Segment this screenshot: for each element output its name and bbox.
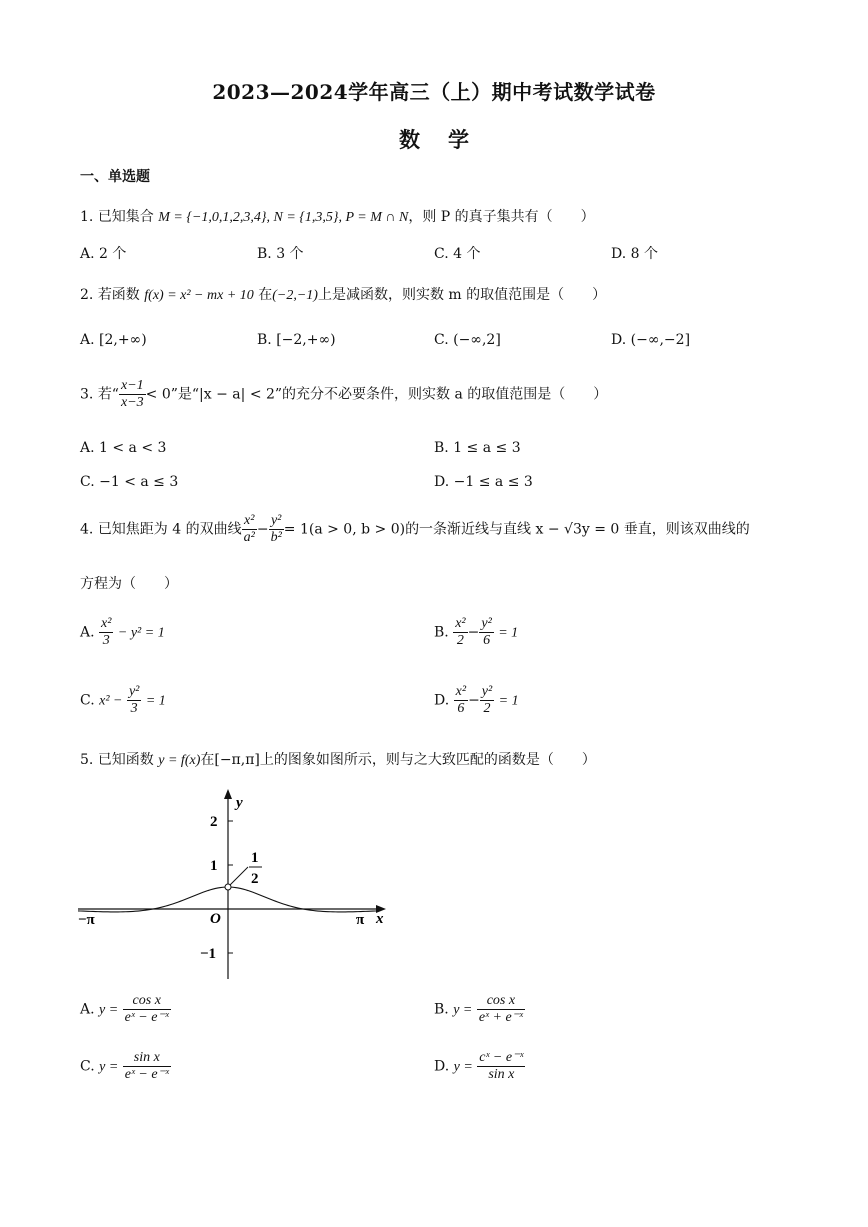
q2-option-c: C. (−∞,2] <box>434 332 501 348</box>
q4-option-a <box>80 616 165 649</box>
q2-option-d: D. (−∞,−2] <box>611 332 691 348</box>
stem-text: 已知函数 <box>97 752 154 768</box>
fraction-numerator: x² <box>455 616 466 631</box>
option-label: C. <box>80 692 95 709</box>
fraction-denominator: 2 <box>480 700 494 717</box>
q4-option-d: D. $\frac{\text{x²}}{6}$ − $\frac{\text{y²}}{2}$ = 1 <box>434 684 519 716</box>
fraction-denominator: sin x <box>477 1066 525 1083</box>
q4-option-c <box>80 684 166 717</box>
section-title: 一、单选题 <box>80 169 150 185</box>
fraction-numerator: cos x <box>486 993 516 1008</box>
x-right-label: π <box>356 912 365 928</box>
fraction-numerator: y² <box>270 513 282 528</box>
fraction-numerator: x² <box>244 513 255 528</box>
option-label: A. <box>80 1001 95 1018</box>
question-number: 1. <box>80 209 94 225</box>
point-pointer-line <box>228 867 248 887</box>
point-marker <box>225 884 231 890</box>
fraction <box>127 684 141 717</box>
fraction-denominator: a² <box>243 530 255 545</box>
option-label: D. <box>434 1058 450 1075</box>
fraction <box>480 684 494 717</box>
stem-text: 已知焦距为 4 的双曲线 <box>97 521 242 538</box>
exam-title: 2023—2024学年高三（上）期中考试数学试卷 <box>212 80 656 104</box>
q5-option-d <box>434 1050 525 1083</box>
origin-label: O <box>210 911 221 927</box>
fraction-denominator: 3 <box>127 700 141 717</box>
option-math: = 1 <box>498 625 519 641</box>
fraction-numerator: x−1 <box>120 378 144 393</box>
q5-option-b <box>434 993 525 1026</box>
question-4-stem-line2: 方程为（ ） <box>80 576 178 592</box>
option-math: = 1 <box>498 693 519 709</box>
x-axis-label: x <box>376 911 384 927</box>
q2-option-b: B. [−2,+∞) <box>257 332 336 348</box>
stem-text: ，则 P 的真子集共有（ ） <box>408 209 595 225</box>
fraction-denominator: eˣ − e⁻ˣ <box>124 1010 169 1025</box>
q2-option-a: A. [2,+∞) <box>80 332 147 348</box>
question-3-stem <box>80 378 607 411</box>
option-label: C. <box>80 1058 95 1075</box>
q1-option-b: B. 3 个 <box>257 246 304 262</box>
q1-option-d: D. 8 个 <box>611 246 658 262</box>
stem-text: 在 <box>258 287 273 303</box>
stem-text: 已知集合 <box>97 209 154 225</box>
option-label: A. <box>80 624 95 641</box>
q5-option-a <box>80 993 171 1026</box>
q5-option-c <box>80 1050 171 1083</box>
fraction <box>119 378 146 411</box>
stem-math: y = f(x) <box>158 753 201 768</box>
y-axis-label: y <box>236 795 243 811</box>
fraction-numerator: x² <box>455 684 467 699</box>
question-1-stem <box>80 207 595 228</box>
option-label: B. <box>434 624 449 641</box>
question-number: 2. <box>80 287 94 303</box>
question-number: 5. <box>80 752 94 768</box>
option-label: D. <box>434 692 450 709</box>
stem-text: 若“ <box>97 386 119 403</box>
fraction-denominator: 2 <box>453 632 467 649</box>
option-math: = 1 <box>145 693 166 709</box>
q3-option-a: A. 1 < a < 3 <box>80 440 167 456</box>
point-label-denominator: 2 <box>251 871 259 887</box>
fraction <box>99 616 113 649</box>
fraction <box>479 616 493 649</box>
fraction <box>123 993 171 1026</box>
fraction-numerator: cˣ − e⁻ˣ <box>479 1050 524 1065</box>
question-4-stem: 4. 已知焦距为 4 的双曲线 $\frac{\text{x²}}{\text{a²}}$ − $\frac{\text{y²}}{\text{b²}}$ = 1(a > 0, b > 0)的一条渐近线与直线 x − √3y = 0 垂直，则该双曲线的 <box>80 513 750 545</box>
fraction-numerator: cos x <box>132 993 161 1008</box>
fraction-denominator: eˣ − e⁻ˣ <box>124 1067 169 1082</box>
question-number: 4. <box>80 521 94 538</box>
fraction <box>242 513 257 546</box>
option-label: B. <box>434 1001 449 1018</box>
y-axis-arrow <box>224 789 232 799</box>
fraction-denominator: eˣ + e⁻ˣ <box>478 1010 523 1025</box>
fraction <box>477 993 525 1026</box>
fraction-denominator: b² <box>270 530 282 545</box>
option-math: x² − <box>99 693 123 709</box>
q1-option-a: A. 2 个 <box>80 246 127 262</box>
fraction <box>453 616 467 649</box>
fraction-denominator: x−3 <box>120 395 144 410</box>
q4-option-b: B. $\frac{\text{x²}}{2}$ − $\frac{\text{y²}}{6}$ = 1 <box>434 616 519 648</box>
stem-text: = 1(a > 0, b > 0)的一条渐近线与直线 x − √3y = 0 垂直，则该双曲线的 <box>283 521 750 538</box>
option-math: − y² = 1 <box>117 625 165 641</box>
subject-title: 数学 <box>399 127 497 152</box>
stem-text: 在[−π,π]上的图象如图所示，则与之大致匹配的函数是（ ） <box>200 752 596 768</box>
stem-math: f(x) = x² − mx + 10 <box>144 288 254 303</box>
option-math: y = <box>99 1059 119 1075</box>
fraction-denominator: 3 <box>99 632 113 649</box>
stem-math: M = {−1,0,1,2,3,4}, N = {1,3,5}, P = M ∩ N <box>158 210 409 225</box>
point-label-numerator: 1 <box>251 850 259 866</box>
fraction <box>477 1050 525 1083</box>
question-5-stem <box>80 750 596 771</box>
fraction-denominator: 6 <box>479 632 493 649</box>
fraction <box>269 513 284 546</box>
q3-option-c: C. −1 < a ≤ 3 <box>80 474 179 490</box>
function-graph <box>70 785 400 985</box>
y-tick-label-2: 2 <box>210 814 218 830</box>
fraction-numerator: y² <box>481 616 492 631</box>
question-number: 3. <box>80 386 94 403</box>
y-tick-label-neg1: −1 <box>200 946 217 962</box>
fraction <box>123 1050 171 1083</box>
option-math: y = <box>99 1002 119 1018</box>
question-2-stem <box>80 285 606 306</box>
y-tick-label-1: 1 <box>210 858 218 874</box>
fraction-numerator: x² <box>101 616 112 631</box>
fraction <box>454 684 468 717</box>
q1-option-c: C. 4 个 <box>434 246 481 262</box>
stem-text: 上是减函数，则实数 m 的取值范围是（ ） <box>317 287 607 303</box>
q3-option-d: D. −1 ≤ a ≤ 3 <box>434 474 533 490</box>
fraction-numerator: sin x <box>133 1050 160 1065</box>
fraction-numerator: y² <box>481 684 493 699</box>
stem-text: < 0”是“|x − a| < 2”的充分不必要条件，则实数 a 的取值范围是（ ） <box>145 386 608 403</box>
stem-text: 若函数 <box>97 287 140 303</box>
q3-option-b: B. 1 ≤ a ≤ 3 <box>434 440 521 456</box>
option-math: y = <box>453 1059 473 1075</box>
fraction-denominator: 6 <box>454 700 468 717</box>
option-math: y = <box>453 1002 473 1018</box>
fraction-numerator: y² <box>128 684 140 699</box>
x-left-label: −π <box>78 912 95 928</box>
stem-math: (−2,−1) <box>272 288 318 303</box>
